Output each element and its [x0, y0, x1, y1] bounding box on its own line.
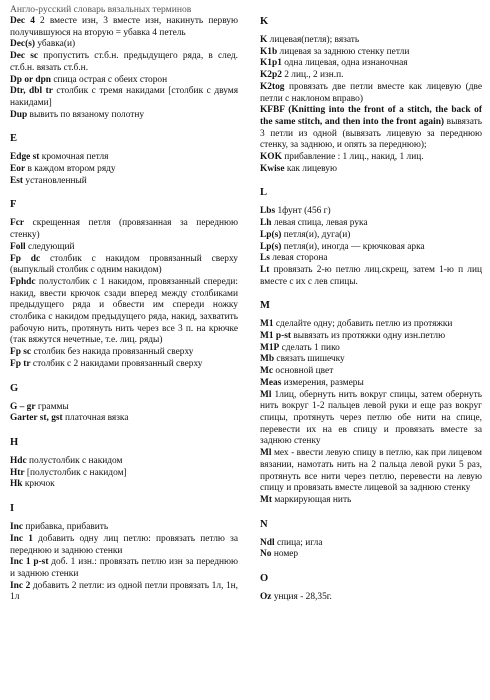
entry-term: No [260, 549, 272, 560]
section-letter: H [10, 436, 19, 448]
entry-definition: добавить 2 петли: из одной петли провязать 1л, 1н, 1л [10, 580, 239, 603]
entry-term: Lp(s) [260, 241, 282, 252]
section-spacer [10, 144, 238, 152]
entry-definition: вывязать из протяжки одну изн.петлю [291, 331, 446, 342]
entry-definition: столбик без накида провязанный сверху [31, 347, 194, 358]
section-spacer [260, 175, 482, 187]
entry-definition: платочная вязка [62, 413, 129, 424]
section-spacer [10, 448, 238, 456]
entry-term: Dtr, dbl tr [10, 86, 53, 97]
entry-term: Ndl [260, 537, 275, 548]
dictionary-entry [10, 277, 238, 347]
entry-definition: доб. 1 изн.: провязать петлю изн за переднюю и заднюю стенки [10, 557, 238, 579]
left-entries [10, 16, 238, 604]
dictionary-entry [10, 86, 238, 109]
entry-definition: граммы [35, 401, 69, 412]
entry-definition: добавить одну лиц петлю: провязать петлю за переднюю и заднюю стенки [10, 533, 238, 556]
dictionary-entry [260, 70, 482, 82]
dictionary-entry [260, 354, 482, 366]
entry-term: Fp dc [10, 253, 41, 264]
entry-term: Mt [260, 494, 272, 505]
entry-term: Est [10, 175, 24, 186]
dictionary-entry [260, 592, 482, 604]
entry-definition: крючок [22, 479, 55, 490]
entry-definition: связать шишечку [274, 354, 345, 365]
entry-term: Meas [260, 377, 282, 388]
entry-term: Oz [260, 592, 272, 603]
dictionary-entry [260, 343, 482, 355]
entry-definition: лицевая(петля); вязать [267, 35, 360, 45]
entry-definition: спица; игла [274, 537, 323, 548]
entry-definition: следующий [25, 241, 75, 252]
dictionary-entry [260, 152, 482, 164]
entry-term: Htr [10, 467, 25, 478]
entry-term: Lh [260, 218, 272, 229]
section-spacer [10, 514, 238, 522]
entry-term: KFBF (Knitting into the front of a stitch, the back of the same stitch, and then into the front again) [260, 105, 482, 127]
entry-definition: петля(и), дуга(и) [281, 229, 351, 240]
dictionary-entry [10, 16, 238, 39]
entry-term: Ml [260, 448, 272, 459]
entry-definition: петля(и), иногда — крючковая арка [281, 241, 425, 252]
dictionary-entry [10, 39, 238, 51]
section-letter: M [260, 300, 270, 312]
entry-term: Inc 1 [10, 533, 33, 544]
dictionary-entry [260, 242, 482, 254]
entry-definition: 2 лиц., 2 изн.п. [281, 70, 344, 81]
entry-term: Fp tr [10, 358, 31, 369]
dictionary-entry [260, 366, 482, 378]
entry-term: Eor [10, 164, 26, 175]
section-spacer [10, 491, 238, 503]
entry-definition: столбик с 2 накидами провязанный сверху [30, 358, 203, 369]
entry-definition: кромочная петля [39, 152, 109, 163]
entry-term: Ml [260, 389, 272, 400]
entry-term: Ls [260, 253, 270, 264]
entry-definition: левая сторона [269, 253, 328, 264]
dictionary-entry [260, 495, 482, 507]
page-title: Англо-русский словарь вязальных терминов [10, 4, 192, 15]
entry-definition: левая спица, левая рука [271, 218, 368, 229]
entry-definition: прибавление : 1 лиц., накид, 1 лиц. [281, 152, 424, 163]
entry-definition: мех - ввести левую спицу в петлю, как при лицевом вязании, намотать нить на 2 пальца левой руки 5 раз, протянуть все нити через петлю, перевести на левую спицу и провязать вместе лицевой за заднюю стенку [260, 448, 482, 494]
entry-definition: лицевая за заднюю стенку петли [277, 46, 410, 57]
entry-definition: 1фунт (456 г) [275, 206, 331, 217]
dictionary-entry [260, 230, 482, 242]
dictionary-entry [10, 51, 238, 74]
entry-definition: установленный [23, 175, 87, 186]
section-letter: N [260, 518, 268, 530]
section-spacer [260, 507, 482, 519]
section-letter: K [260, 16, 269, 27]
dictionary-entry [260, 105, 482, 152]
dictionary-entry [260, 164, 482, 176]
entry-term: Hk [10, 479, 23, 490]
entry-definition: 2 вместе изн, 3 вместе изн, накинуть первую получившуюся на вторую = убавка 4 петель [10, 16, 239, 38]
entry-term: Foll [10, 241, 26, 252]
entry-term: Inc [10, 522, 24, 533]
section-spacer [260, 4, 482, 16]
section-letter: O [260, 573, 269, 585]
entry-definition: провязать 2-ю петлю лиц.скрещ, затем 1-ю п лиц вместе с их с лев спицы. [260, 264, 482, 287]
dictionary-entry [10, 581, 238, 604]
entry-definition: пропустить ст.б.н. предыдущего ряда, в след. ст.б.н. вязать ст.б.н. [10, 51, 238, 73]
entry-term: M1 [260, 319, 274, 330]
entry-definition: унция - 28,35г. [271, 592, 332, 603]
section-spacer [10, 121, 238, 133]
dictionary-entry [10, 218, 238, 241]
dictionary-entry [10, 557, 238, 580]
dictionary-entry [10, 468, 238, 480]
entry-definition: сделайте одну; добавить петлю из протяжки [273, 319, 453, 330]
entry-term: K1b [260, 46, 278, 57]
section-spacer [260, 584, 482, 592]
dictionary-entry [260, 319, 482, 331]
entry-term: Dup [10, 109, 28, 120]
entry-term: KOK [260, 152, 282, 163]
section-spacer [10, 425, 238, 437]
dictionary-entry [10, 152, 238, 164]
dictionary-entry [10, 242, 238, 254]
entry-term: Kwise [260, 163, 285, 174]
dictionary-entry [260, 47, 482, 59]
section-spacer [10, 371, 238, 383]
section-letter: G [10, 382, 19, 394]
entry-term: Dec 4 [10, 16, 35, 26]
section-spacer [260, 288, 482, 300]
section-letter: E [10, 133, 18, 145]
entry-term: Fp sc [10, 347, 32, 358]
dictionary-entry [260, 265, 482, 288]
section-spacer [260, 530, 482, 538]
entry-definition: сделать 1 пико [279, 342, 340, 353]
entry-term: K2p2 [260, 70, 282, 81]
entry-term: Mc [260, 366, 274, 377]
section-spacer [10, 394, 238, 402]
entry-definition: измерения, размеры [281, 377, 364, 388]
entry-term: Dp or dpn [10, 74, 51, 85]
dictionary-entry [260, 549, 482, 561]
dictionary-entry [10, 456, 238, 468]
entry-term: M1P [260, 342, 280, 353]
dictionary-entry [260, 206, 482, 218]
right-column [260, 4, 482, 604]
entry-definition: полустолбик с 1 накидом, провязанный спереди: накид, ввести крючок сзади вперед между столбиками предыдущего ряда и обвести им спереди ножку столбика с накидом предыдущего ряда, накид, захватить рабочую нить, протянуть нить через все 3 п. на крючке (так вяжутся нечетные, т.е. лиц. ряды) [10, 276, 238, 346]
entry-definition: провязать две петли вместе как лицевую (две петли с наклоном вправо) [260, 81, 482, 104]
dictionary-entry [260, 82, 482, 105]
entry-term: Hdc [10, 455, 27, 466]
entry-definition: вывить по вязаному полотну [27, 109, 145, 120]
entry-definition: как лицевую [284, 163, 337, 174]
entry-term: Mb [260, 354, 275, 365]
entry-definition: скрещенная петля (провязанная за переднюю стенку) [10, 218, 238, 241]
entry-term: Inc 2 [10, 580, 31, 591]
entry-term: Garter st, gst [10, 413, 63, 424]
entry-definition: вывязать 3 петли из одной (вывязать лицевую за переднюю стенку, за заднюю, и опять за переднюю); [260, 116, 482, 151]
dictionary-entry [260, 35, 482, 47]
entry-definition: убавка(и) [35, 39, 76, 50]
section-spacer [10, 187, 238, 199]
entry-definition: в каждом втором ряду [25, 164, 116, 175]
entry-term: K2tog [260, 81, 285, 92]
entry-definition: столбик с тремя накидами [столбик с двумя накидами] [10, 86, 238, 108]
section-letter: L [260, 187, 268, 199]
dictionary-entry [10, 413, 238, 425]
dictionary-entry [10, 534, 238, 557]
entry-definition: основной цвет [273, 366, 334, 377]
entry-term: K [260, 35, 268, 45]
dictionary-entry [260, 218, 482, 230]
entry-definition: номер [271, 549, 299, 560]
entry-definition: маркирующая нить [271, 494, 352, 505]
dictionary-entry [10, 402, 238, 414]
entry-definition: прибавка, прибавить [23, 522, 109, 533]
entry-term: K1p1 [260, 58, 282, 69]
dictionary-entry [10, 359, 238, 371]
entry-definition: [полустолбик с накидом] [24, 467, 127, 478]
section-spacer [260, 561, 482, 573]
dictionary-entry [10, 176, 238, 188]
dictionary-entry [260, 331, 482, 343]
dictionary-entry [260, 58, 482, 70]
dictionary-entry [260, 538, 482, 550]
entry-definition: столбик с накидом провязанный сверху (выпуклый столбик с одним накидом) [10, 253, 238, 276]
entry-definition: спица острая с обеих сторон [51, 74, 168, 85]
entry-definition: 1лиц, обернуть нить вокруг спицы, затем обернуть нить вокруг 1-2 пальцев левой руки и еще раз вокруг спицы, протянуть через петлю обе нити на спице, перевести их на ев спицу и провязать вместе за заднюю стенку [260, 389, 482, 447]
entry-term: Edge st [10, 152, 40, 163]
dictionary-entry [10, 164, 238, 176]
section-letter: F [10, 199, 17, 211]
entry-definition: полустолбик с накидом [26, 455, 123, 466]
entry-term: Lbs [260, 206, 276, 217]
entry-term: Dec(s) [10, 39, 35, 50]
dictionary-entry [10, 347, 238, 359]
entry-term: Fphdc [10, 276, 36, 287]
dictionary-entry [10, 75, 238, 87]
dictionary-entry [10, 479, 238, 491]
entry-term: G – gr [10, 401, 36, 412]
entry-term: Lt [260, 264, 270, 275]
dictionary-entry [260, 448, 482, 495]
right-entries [260, 4, 482, 604]
section-letter: I [10, 503, 15, 515]
entry-term: Lp(s) [260, 229, 282, 240]
dictionary-entry [260, 253, 482, 265]
entry-term: M1 p-st [260, 331, 291, 342]
dictionary-entry [10, 522, 238, 534]
entry-definition: одна лицевая, одна изнаночная [281, 58, 408, 69]
dictionary-entry [260, 390, 482, 449]
dictionary-entry [10, 110, 238, 122]
entry-term: Fcr [10, 218, 25, 229]
dictionary-entry [260, 378, 482, 390]
dictionary-entry [10, 254, 238, 277]
entry-term: Inc 1 p-st [10, 557, 49, 568]
section-spacer [260, 27, 482, 35]
entry-term: Dec sc [10, 51, 39, 62]
left-column [10, 4, 238, 604]
